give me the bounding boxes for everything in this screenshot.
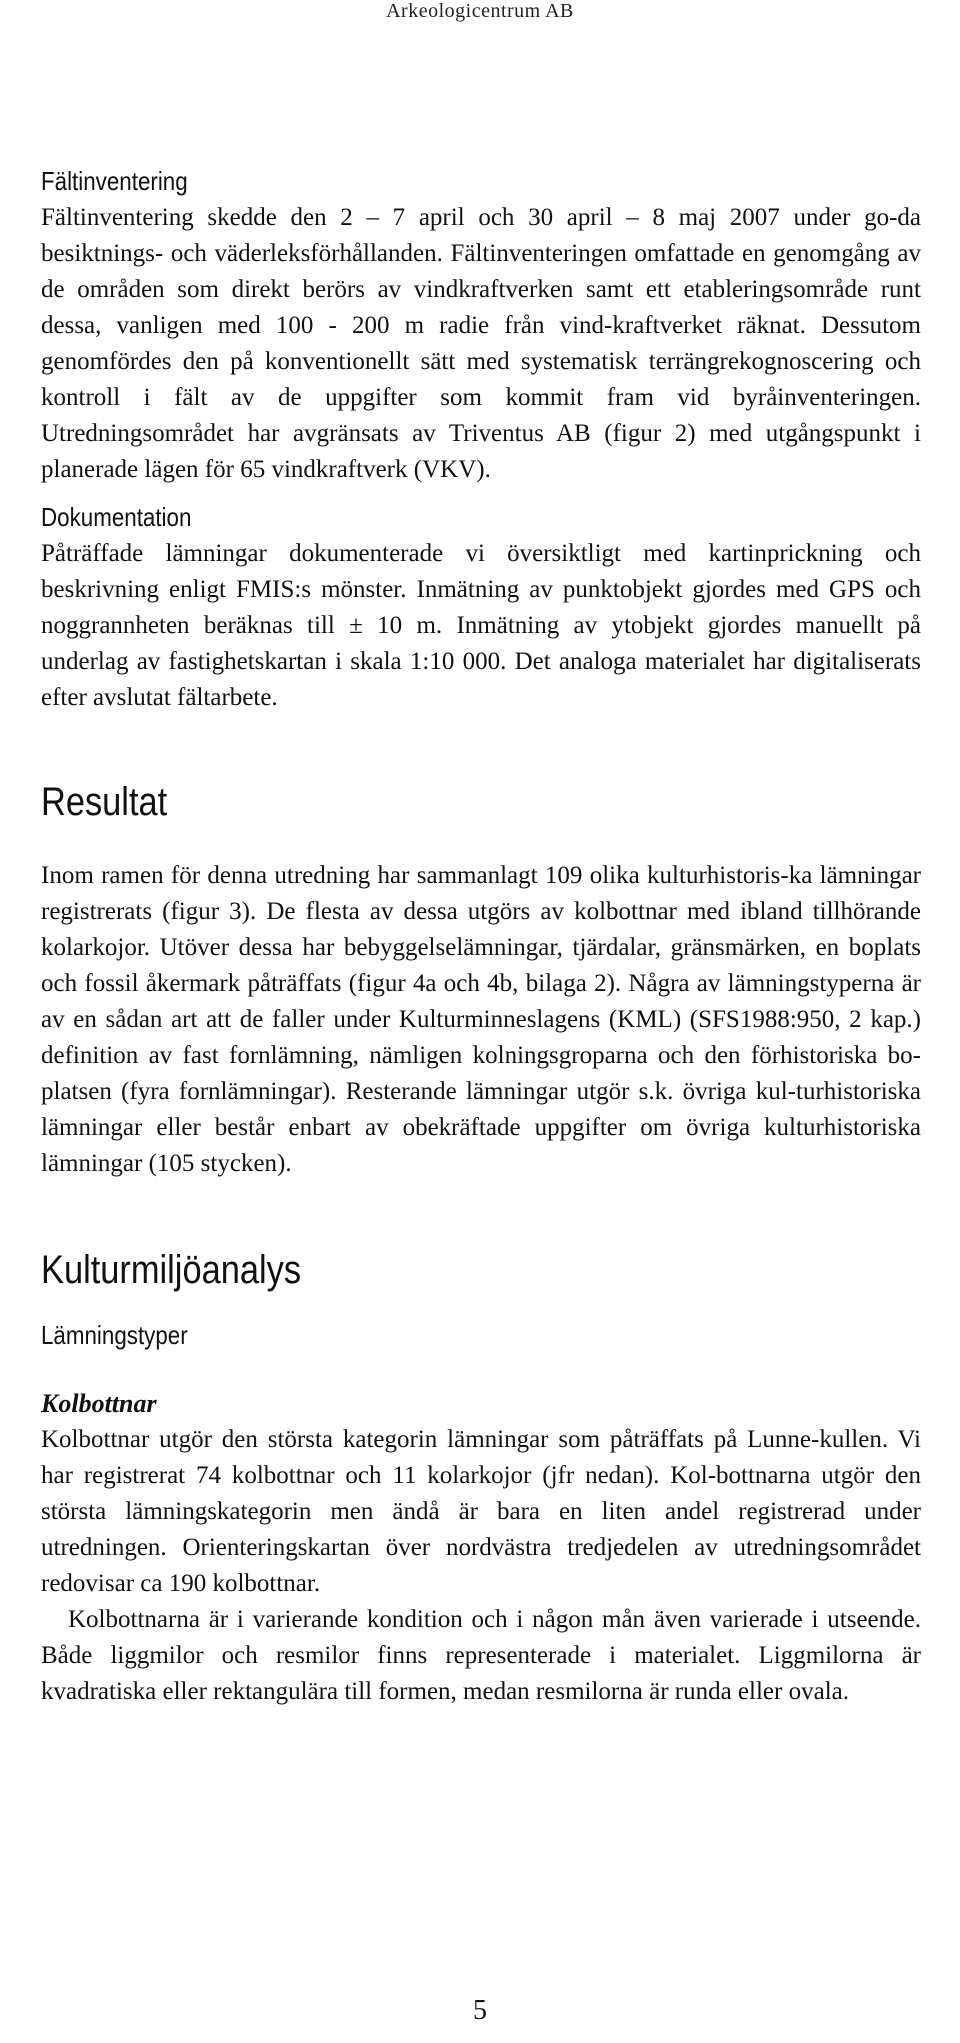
section-heading-faltinventering: Fältinventering (41, 166, 188, 196)
section-heading-dokumentation: Dokumentation (41, 502, 192, 532)
section-heading-kulturmiljoanalys: Kulturmiljöanalys (41, 1248, 302, 1292)
paragraph-dokumentation: Påträffade lämningar dokumenterade vi översiktligt med kartinprickning och beskrivning enligt FMIS:s mönster. Inmätning av punktobjekt gjordes med GPS och noggrannheten beräknas till ± 10 m. Inmätning av ytobjekt gjordes manuellt på underlag av fastighetskartan i skala 1:10 000. Det analoga materialet har digitaliserats efter avslutat fältarbete. (41, 540, 921, 711)
section-heading-resultat: Resultat (41, 780, 168, 824)
paragraph-kolbottnar-2: Kolbottnarna är i varierande kondition och i någon mån även varierade i utseende. Både liggmilor och resmilor finns representerade i materialet. Liggmilorna är kvadratiska eller rektangulära till formen, medan resmilorna är runda eller ovala. (41, 1606, 921, 1705)
subsection-heading-kolbottnar: Kolbottnar (41, 1389, 157, 1418)
page-number: 5 (473, 1995, 487, 2026)
paragraph-resultat: Inom ramen för denna utredning har sammanlagt 109 olika kulturhistoris-ka lämningar registrerats (figur 3). De flesta av dessa utgörs av kolbottnar med ibland tillhörande kolarkojor. Utöver dessa har bebyggelselämningar, tjärdalar, gränsmärken, en boplats och fossil åkermark påträffats (figur 4a och 4b, bilaga 2). Några av lämningstyperna är av en sådan art att de faller under Kulturminneslagens (KML) (SFS1988:950, 2 kap.) definition av fast fornlämning, nämligen kolningsgroparna och den förhistoriska bo-platsen (fyra fornlämningar). Resterande lämningar utgör s.k. övriga kul-turhistoriska lämningar eller består enbart av obekräftade uppgifter om övriga kulturhistoriska lämningar (105 stycken). (41, 862, 921, 1177)
paragraph-kolbottnar-1: Kolbottnar utgör den största kategorin lämningar som påträffats på Lunne-kullen. Vi har registrerat 74 kolbottnar och 11 kolarkojor (jfr nedan). Kol-bottnarna utgör den största lämningskategorin men ändå är bara en liten andel registrerad under utredningen. Orienteringskartan över nordvästra tredjedelen av utredningsområdet redovisar ca 190 kolbottnar. (41, 1426, 921, 1597)
page-content (41, 164, 921, 1710)
running-header: Arkeologicentrum AB (386, 0, 574, 22)
subsection-heading-lamningstyper: Lämningstyper (41, 1320, 188, 1350)
paragraph-faltinventering: Fältinventering skedde den 2 – 7 april och 30 april – 8 maj 2007 under go-da besiktnings- och väderleksförhållanden. Fältinventeringen omfattade en genomgång av de områden som direkt berörs av vindkraftverken samt ett etableringsområde runt dessa, vanligen med 100 - 200 m radie från vind-kraftverket räknat. Dessutom genomfördes den på konventionellt sätt med systematisk terrängrekognoscering och kontroll i fält av de uppgifter som kommit fram vid byråinventeringen. Utredningsområdet har avgränsats av Triventus AB (figur 2) med utgångspunkt i planerade lägen för 65 vindkraftverk (VKV). (41, 204, 921, 483)
